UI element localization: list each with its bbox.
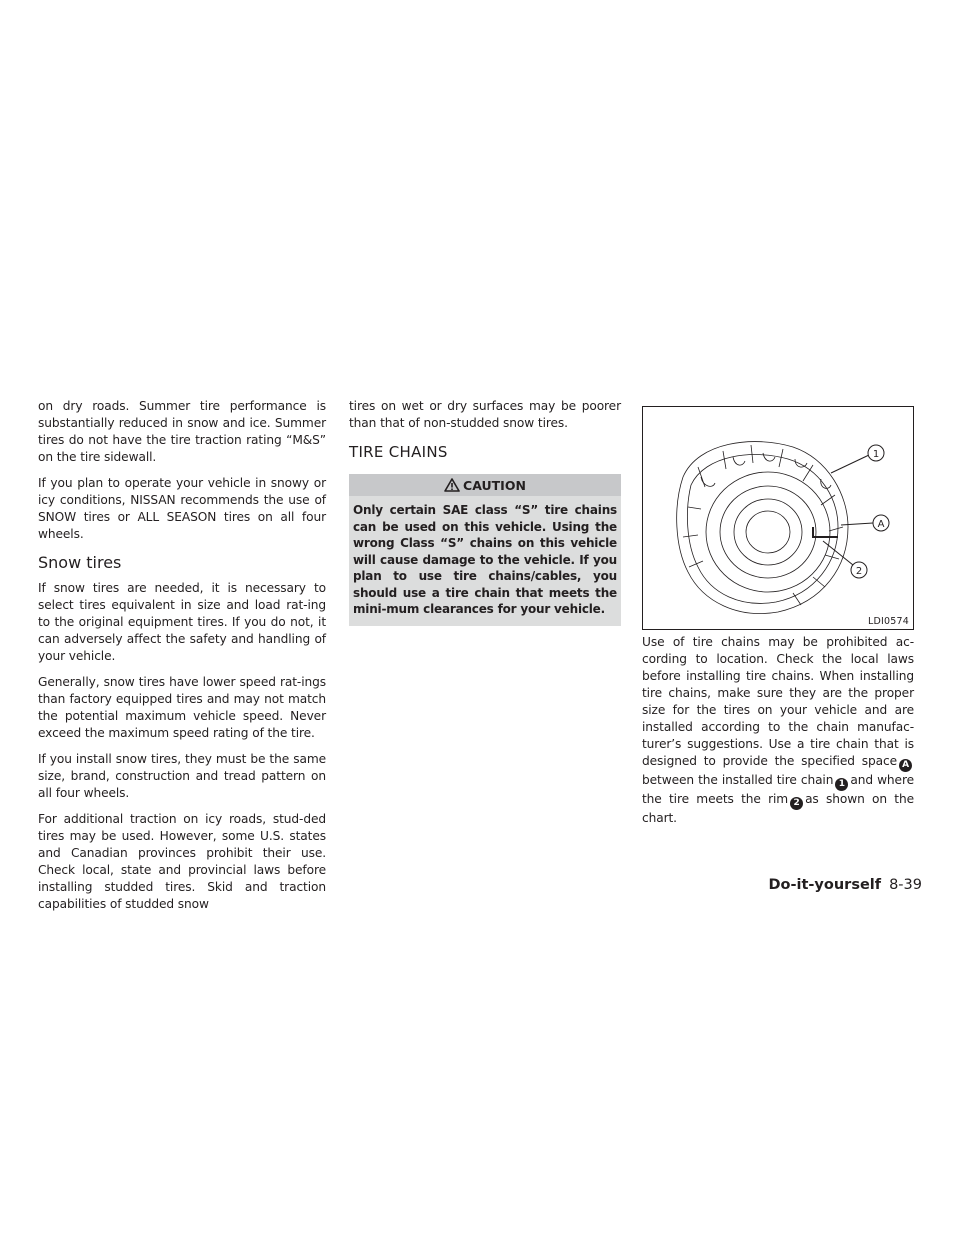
chain-text-c: and where the tire meets the rim bbox=[642, 773, 914, 806]
warning-icon bbox=[444, 478, 460, 492]
page-footer bbox=[769, 877, 923, 893]
tire-chain-figure bbox=[642, 406, 914, 630]
wheel-rim bbox=[706, 472, 830, 592]
wheel-hub bbox=[746, 511, 790, 553]
leader-line-a bbox=[841, 523, 873, 525]
heading-snow-tires: Snow tires bbox=[38, 553, 122, 572]
paragraph-speed-ratings: Generally, snow tires have lower speed rat-ings than factory equipped tires and may not match the potential maximum vehicle speed. Never exceed the maximum speed rating of the tire. bbox=[38, 675, 326, 740]
caution-text: Only certain SAE class “S” tire chains can be used on this vehicle. Using the wrong Class “S” chains on this vehicle will cause damage to the vehicle. If you plan to use tire chains/cables, you should use a tire chain that meets the mini-mum clearances for your vehicle. bbox=[353, 503, 617, 616]
figure-label-2: 2 bbox=[855, 566, 863, 577]
paragraph-same-size: If you install snow tires, they must be the same size, brand, construction and tread pattern on all four wheels. bbox=[38, 752, 326, 800]
clearance-bracket bbox=[813, 527, 838, 537]
paragraph-snowy-conditions: If you plan to operate your vehicle in snowy or icy conditions, NISSAN recommends the use of SNOW tires or ALL SEASON tires on all four wheels. bbox=[38, 476, 326, 541]
caution-header bbox=[349, 474, 621, 496]
column-middle bbox=[349, 398, 621, 626]
caution-box bbox=[349, 474, 621, 626]
column-left bbox=[38, 398, 326, 922]
leader-line-2 bbox=[823, 541, 853, 565]
figure-label-1: 1 bbox=[872, 449, 880, 460]
tire-outline bbox=[677, 442, 848, 614]
paragraph-summer-tires: on dry roads. Summer tire performance is substantially reduced in snow and ice. Summer tires do not have the tire traction rating “M&S” on the tire sidewall. bbox=[38, 399, 326, 464]
paragraph-studded-tires: For additional traction on icy roads, stud-ded tires may be used. However, some U.S. states and Canadian provinces prohibit their use. Check local, state and provincial laws before installing studded tires. Skid and traction capabilities of studded snow bbox=[38, 812, 326, 911]
marker-1: 1 bbox=[835, 778, 848, 791]
chain-text-d: as shown on the chart. bbox=[642, 792, 914, 825]
chain-text-b: between the installed tire chain bbox=[642, 773, 834, 787]
marker-2: 2 bbox=[790, 797, 803, 810]
figure-code: LDI0574 bbox=[868, 616, 909, 627]
figure-label-a: A bbox=[877, 519, 885, 530]
paragraph-studded-continued: tires on wet or dry surfaces may be poorer than that of non-studded snow tires. bbox=[349, 399, 621, 430]
caution-title: CAUTION bbox=[463, 477, 526, 493]
heading-tire-chains: TIRE CHAINS bbox=[349, 443, 448, 461]
chain-text-a: Use of tire chains may be prohibited ac-cording to location. Check the local laws before installing tire chains. When installing tire chains, make sure they are the proper size for the tires on your vehicle and are installed according to the chain manufac-turer’s suggestions. Use a tire chain that is designed to provide the specified space bbox=[642, 635, 914, 768]
page-number: 8-39 bbox=[889, 877, 922, 893]
tire-chain-illustration bbox=[643, 407, 914, 630]
paragraph-tire-chain-use bbox=[642, 634, 914, 827]
paragraph-snow-tire-size: If snow tires are needed, it is necessary to select tires equivalent in size and load rat-ing to the original equipment tires. If you do not, it can adversely affect the safety and handling of your vehicle. bbox=[38, 581, 326, 663]
marker-a: A bbox=[899, 759, 912, 772]
column-right bbox=[642, 634, 914, 836]
footer-section: Do-it-yourself bbox=[768, 877, 882, 893]
leader-line-1 bbox=[831, 455, 869, 473]
